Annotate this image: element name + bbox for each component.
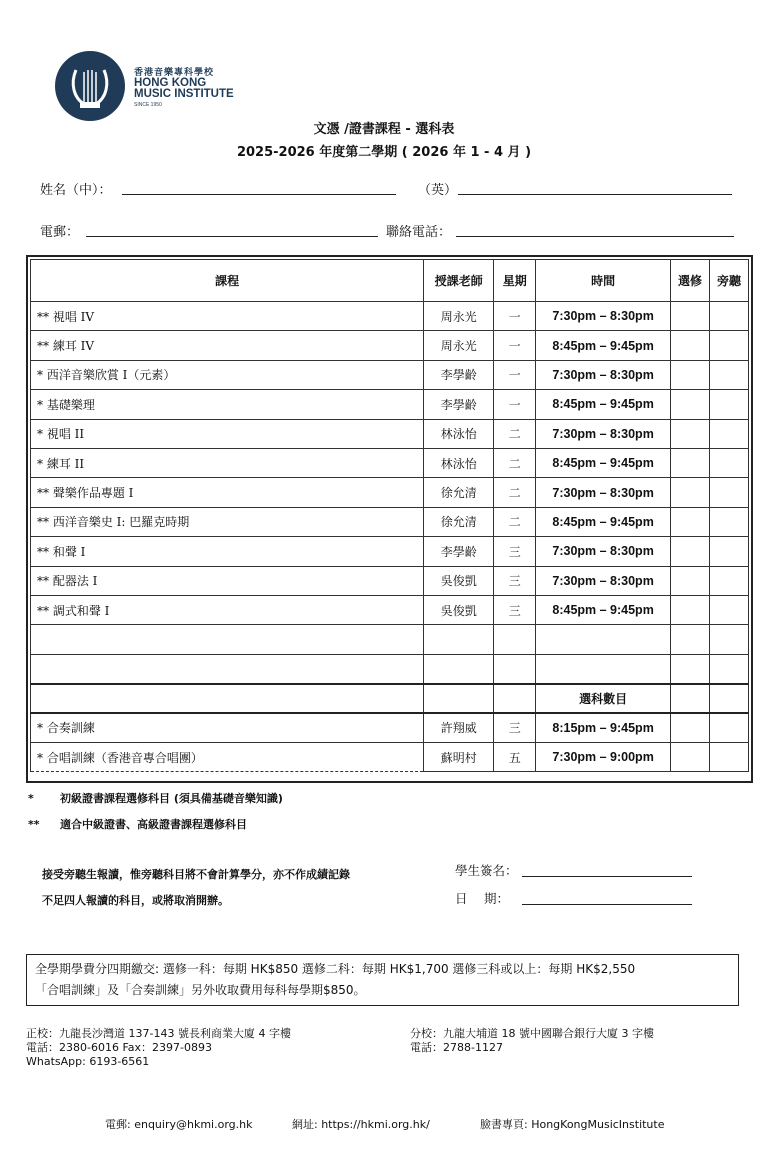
name-en-label: （英） bbox=[418, 183, 458, 198]
lyre-logo-icon bbox=[54, 50, 126, 122]
fee-box bbox=[26, 954, 739, 1006]
audit-checkbox[interactable] bbox=[709, 537, 748, 566]
audit-checkbox[interactable] bbox=[709, 566, 748, 595]
weekday: 一 bbox=[494, 390, 536, 419]
teacher-name bbox=[424, 654, 494, 683]
logo-since: SINCE 1950 bbox=[134, 101, 162, 108]
table-row bbox=[31, 595, 749, 624]
elective-checkbox[interactable] bbox=[671, 537, 710, 566]
audit-checkbox[interactable] bbox=[709, 448, 748, 477]
course-name: * 合奏訓練 bbox=[31, 713, 424, 742]
course-name: * 基礎樂理 bbox=[31, 390, 424, 419]
class-time bbox=[536, 654, 671, 683]
weekday: 三 bbox=[494, 595, 536, 624]
audit-remark: 接受旁聽生報讀，惟旁聽科目將不會計算學分，亦不作成績記錄 bbox=[42, 868, 350, 881]
class-time: 7:30pm – 8:30pm bbox=[536, 419, 671, 448]
term-title: 2025-2026 年度第二學期 ( 2026 年 1 - 4 月 ) bbox=[236, 145, 532, 160]
weekday: 三 bbox=[494, 537, 536, 566]
weekday: 二 bbox=[494, 419, 536, 448]
date-field[interactable] bbox=[522, 904, 692, 905]
email-field[interactable] bbox=[86, 236, 378, 237]
course-name bbox=[31, 625, 424, 654]
audit-checkbox[interactable] bbox=[709, 713, 748, 742]
table-row bbox=[31, 478, 749, 507]
header-day: 星期 bbox=[494, 260, 536, 302]
class-time: 7:30pm – 8:30pm bbox=[536, 478, 671, 507]
teacher-name: 吳俊凱 bbox=[424, 566, 494, 595]
table-row bbox=[31, 360, 749, 389]
audit-checkbox[interactable] bbox=[709, 625, 748, 654]
elective-checkbox[interactable] bbox=[671, 390, 710, 419]
audit-checkbox[interactable] bbox=[709, 742, 748, 771]
teacher-name: 蘇明村 bbox=[424, 742, 494, 771]
weekday bbox=[494, 625, 536, 654]
main-campus-address bbox=[26, 1027, 291, 1069]
teacher-name: 李學齡 bbox=[424, 360, 494, 389]
subject-count-field[interactable] bbox=[671, 684, 710, 713]
elective-checkbox[interactable] bbox=[671, 419, 710, 448]
class-time: 7:30pm – 8:30pm bbox=[536, 566, 671, 595]
table-row bbox=[31, 390, 749, 419]
elective-checkbox[interactable] bbox=[671, 566, 710, 595]
course-name: * 練耳 II bbox=[31, 448, 424, 477]
course-name: ** 聲樂作品專題 I bbox=[31, 478, 424, 507]
logo-name-zh: 香港音樂專科學校 bbox=[134, 67, 215, 78]
class-time: 8:45pm – 9:45pm bbox=[536, 390, 671, 419]
phone-field[interactable] bbox=[456, 236, 734, 237]
course-name: * 西洋音樂欣賞 I（元素） bbox=[31, 360, 424, 389]
class-time: 7:30pm – 8:30pm bbox=[536, 302, 671, 331]
weekday: 一 bbox=[494, 331, 536, 360]
course-name: ** 調式和聲 I bbox=[31, 595, 424, 624]
count-spacer bbox=[424, 684, 494, 713]
teacher-name: 徐允清 bbox=[424, 507, 494, 536]
count-spacer bbox=[31, 684, 424, 713]
table-row bbox=[31, 302, 749, 331]
note-advanced-text: 適合中級證書、高級證書課程選修科目 bbox=[60, 818, 247, 831]
name-zh-field[interactable] bbox=[122, 194, 396, 195]
class-time: 7:30pm – 9:00pm bbox=[536, 742, 671, 771]
footer-website[interactable]: 網址: https://hkmi.org.hk/ bbox=[292, 1118, 430, 1131]
branch-line-1: 分校：九龍大埔道 18 號中國聯合銀行大廈 3 字樓 bbox=[410, 1027, 654, 1040]
elective-checkbox[interactable] bbox=[671, 625, 710, 654]
audit-checkbox[interactable] bbox=[709, 595, 748, 624]
elective-checkbox[interactable] bbox=[671, 507, 710, 536]
course-name: ** 和聲 I bbox=[31, 537, 424, 566]
table-header-row bbox=[31, 260, 749, 302]
teacher-name: 周永光 bbox=[424, 331, 494, 360]
table-row bbox=[31, 507, 749, 536]
table-row-blank bbox=[31, 625, 749, 654]
audit-checkbox[interactable] bbox=[709, 478, 748, 507]
header-time: 時間 bbox=[536, 260, 671, 302]
elective-checkbox[interactable] bbox=[671, 478, 710, 507]
weekday: 三 bbox=[494, 713, 536, 742]
school-logo bbox=[54, 50, 234, 122]
audit-checkbox[interactable] bbox=[709, 360, 748, 389]
table-row-blank bbox=[31, 654, 749, 683]
fee-line-2: 「合唱訓練」及「合奏訓練」另外收取費用每科每學期$850。 bbox=[35, 983, 366, 997]
cancel-remark: 不足四人報讀的科目，或將取消開辦。 bbox=[42, 894, 229, 907]
class-time: 8:45pm – 9:45pm bbox=[536, 595, 671, 624]
header-audit: 旁聽 bbox=[709, 260, 748, 302]
course-name: ** 配器法 I bbox=[31, 566, 424, 595]
weekday: 一 bbox=[494, 302, 536, 331]
teacher-name bbox=[424, 625, 494, 654]
fee-line-1: 全學期學費分四期繳交: 選修一科：每期 HK$850 選修二科：每期 HK$1,700 選修三科或以上：每期 HK$2,550 bbox=[35, 962, 636, 976]
teacher-name: 許翔威 bbox=[424, 713, 494, 742]
note-basic-text: 初級證書課程選修科目 (須具備基礎音樂知識) bbox=[60, 792, 283, 805]
header-course: 課程 bbox=[31, 260, 424, 302]
form-title: 文憑 /證書課程 - 選科表 bbox=[313, 122, 455, 137]
branch-address bbox=[410, 1027, 654, 1055]
logo-name-en-1: HONG KONG bbox=[134, 76, 207, 89]
main-campus-line-2: 電話：2380-6016 Fax：2397-0893 bbox=[26, 1041, 212, 1054]
footer-facebook[interactable]: 臉書專頁: HongKongMusicInstitute bbox=[480, 1118, 665, 1131]
elective-checkbox[interactable] bbox=[671, 654, 710, 683]
course-name: * 合唱訓練（香港音專合唱團） bbox=[31, 742, 424, 771]
note-advanced-mark: ** bbox=[28, 818, 40, 831]
note-basic bbox=[28, 790, 283, 806]
audit-checkbox[interactable] bbox=[709, 654, 748, 683]
footer-email[interactable]: 電郵: enquiry@hkmi.org.hk bbox=[105, 1118, 253, 1131]
date-label: 日 期： bbox=[455, 891, 509, 906]
elective-checkbox[interactable] bbox=[671, 742, 710, 771]
class-time: 8:45pm – 9:45pm bbox=[536, 448, 671, 477]
teacher-name: 林泳怡 bbox=[424, 419, 494, 448]
table-row bbox=[31, 331, 749, 360]
count-spacer bbox=[494, 684, 536, 713]
course-name bbox=[31, 654, 424, 683]
name-en-field[interactable] bbox=[458, 194, 732, 195]
class-time: 8:45pm – 9:45pm bbox=[536, 507, 671, 536]
subject-count-label: 選科數目 bbox=[536, 684, 671, 713]
note-basic-mark: * bbox=[28, 792, 34, 805]
weekday: 三 bbox=[494, 566, 536, 595]
elective-checkbox[interactable] bbox=[671, 360, 710, 389]
teacher-name: 徐允清 bbox=[424, 478, 494, 507]
course-name: ** 西洋音樂史 I: 巴羅克時期 bbox=[31, 507, 424, 536]
branch-line-2: 電話：2788-1127 bbox=[410, 1041, 503, 1054]
audit-checkbox[interactable] bbox=[709, 419, 748, 448]
table-row bbox=[31, 537, 749, 566]
count-row bbox=[31, 684, 749, 713]
teacher-name: 李學齡 bbox=[424, 537, 494, 566]
audit-checkbox[interactable] bbox=[709, 507, 748, 536]
class-time: 8:45pm – 9:45pm bbox=[536, 331, 671, 360]
course-name: * 視唱 II bbox=[31, 419, 424, 448]
elective-checkbox[interactable] bbox=[671, 713, 710, 742]
table-row bbox=[31, 448, 749, 477]
elective-checkbox[interactable] bbox=[671, 302, 710, 331]
weekday bbox=[494, 654, 536, 683]
table-row bbox=[31, 713, 749, 742]
teacher-name: 林泳怡 bbox=[424, 448, 494, 477]
phone-label: 聯絡電話： bbox=[386, 225, 452, 240]
email-label: 電郵： bbox=[40, 225, 80, 240]
note-advanced bbox=[28, 816, 247, 832]
weekday: 二 bbox=[494, 507, 536, 536]
weekday: 二 bbox=[494, 478, 536, 507]
main-campus-line-3: WhatsApp: 6193-6561 bbox=[26, 1055, 150, 1068]
weekday: 五 bbox=[494, 742, 536, 771]
teacher-name: 吳俊凱 bbox=[424, 595, 494, 624]
class-time: 7:30pm – 8:30pm bbox=[536, 537, 671, 566]
class-time: 7:30pm – 8:30pm bbox=[536, 360, 671, 389]
table-row bbox=[31, 419, 749, 448]
table-row bbox=[31, 566, 749, 595]
weekday: 二 bbox=[494, 448, 536, 477]
elective-checkbox[interactable] bbox=[671, 448, 710, 477]
elective-checkbox[interactable] bbox=[671, 331, 710, 360]
logo-name-en-2: MUSIC INSTITUTE bbox=[134, 87, 234, 100]
elective-checkbox[interactable] bbox=[671, 595, 710, 624]
student-sign-label: 學生簽名： bbox=[455, 863, 518, 878]
course-name: ** 視唱 IV bbox=[31, 302, 424, 331]
header-elective: 選修 bbox=[671, 260, 710, 302]
teacher-name: 周永光 bbox=[424, 302, 494, 331]
course-table bbox=[30, 259, 749, 772]
header-teacher: 授課老師 bbox=[424, 260, 494, 302]
count-spacer bbox=[709, 684, 748, 713]
teacher-name: 李學齡 bbox=[424, 390, 494, 419]
audit-checkbox[interactable] bbox=[709, 302, 748, 331]
course-name: ** 練耳 IV bbox=[31, 331, 424, 360]
weekday: 一 bbox=[494, 360, 536, 389]
class-time: 8:15pm – 9:45pm bbox=[536, 713, 671, 742]
audit-checkbox[interactable] bbox=[709, 331, 748, 360]
name-zh-label: 姓名（中）： bbox=[40, 183, 112, 198]
class-time bbox=[536, 625, 671, 654]
student-sign-field[interactable] bbox=[522, 876, 692, 877]
audit-checkbox[interactable] bbox=[709, 390, 748, 419]
table-row bbox=[31, 742, 749, 771]
main-campus-line-1: 正校：九龍長沙灣道 137-143 號長利商業大廈 4 字樓 bbox=[26, 1027, 291, 1040]
